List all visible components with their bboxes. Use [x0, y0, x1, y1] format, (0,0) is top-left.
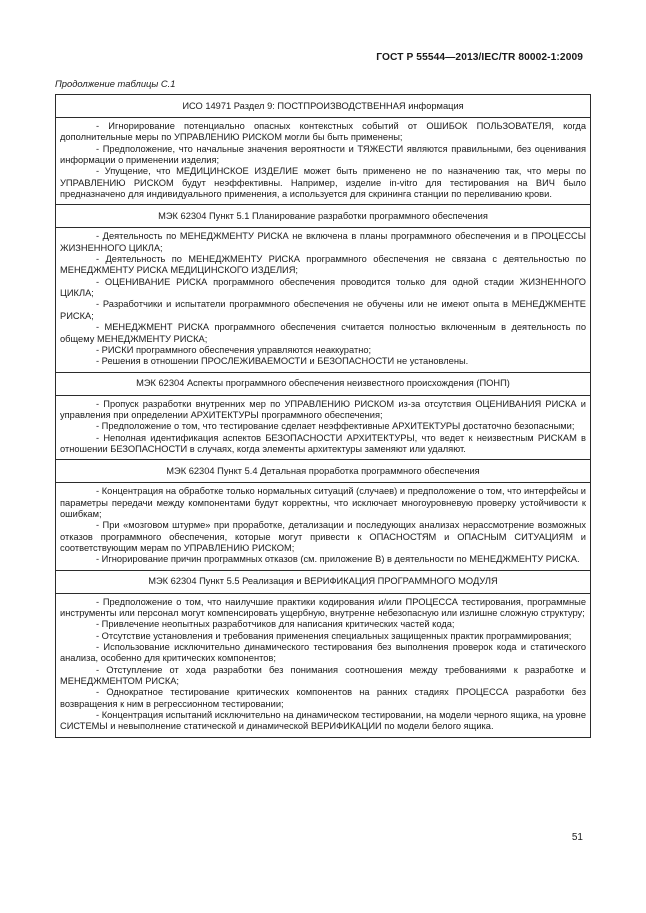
list-item: - Использование исключительно динамического тестирования без выполнения проверок кода и статического анализа, особенно для критических компонентов;: [60, 642, 586, 664]
list-item: - Разработчики и испытатели программного обеспечения не обучены или не имеют опыта в МЕНЕДЖМЕНТЕ РИСКА;: [60, 299, 586, 321]
list-item: - МЕНЕДЖМЕНТ РИСКА программного обеспечения считается полностью включенным в деятельность по общему МЕНЕДЖМЕНТУ РИСКА;: [60, 322, 586, 344]
requirements-table: [55, 94, 591, 738]
section-header-row: [56, 460, 591, 483]
section-body-row: [56, 228, 591, 372]
list-item: - Деятельность по МЕНЕДЖМЕНТУ РИСКА программного обеспечения не связана с деятельностью по МЕНЕДЖМЕНТУ РИСКА МЕДИЦИНСКОГО ИЗДЕЛИЯ;: [60, 254, 586, 276]
section-body: [56, 228, 591, 372]
list-item: - Игнорирование потенциально опасных контекстных событий от ОШИБОК ПОЛЬЗОВАТЕЛЯ, когда дополнительные меры по УПРАВЛЕНИЮ РИСКОМ могли бы быть применены;: [60, 121, 586, 143]
list-item: - Деятельность по МЕНЕДЖМЕНТУ РИСКА не включена в планы программного обеспечения и в ПРОЦЕССЫ ЖИЗНЕННОГО ЦИКЛА;: [60, 231, 586, 253]
list-item: - Предположение о том, что наилучшие практики кодирования и/или ПРОЦЕССА тестирования, программные инструменты или персонал могут компенсировать ущербную, внутренне небезопасную или излишне сложную структуру;: [60, 596, 586, 618]
section-body: [56, 118, 591, 205]
page-number: 51: [571, 832, 583, 843]
section-body: [56, 593, 591, 737]
list-item: - Привлечение неопытных разработчиков для написания критических частей кода;: [96, 619, 455, 630]
section-body: [56, 483, 591, 570]
section-title: МЭК 62304 Пункт 5.4 Детальная проработка программного обеспечения: [56, 460, 591, 483]
section-header-row: [56, 205, 591, 228]
list-item: - Концентрация на обработке только нормальных ситуаций (случаев) и предположение о том, что интерфейсы и параметры передачи между компонентами будут корректны, что исключает многоуровневую проверку устойчивости к ошибкам;: [60, 486, 586, 519]
list-item: - При «мозговом штурме» при проработке, детализации и последующих анализах нерассмотрение возможных отказов программного обеспечения, которые могут привести к ОПАСНОСТЯМ и ОПАСНЫМ СИТУАЦИЯМ и соответствующим мерам по УПРАВЛЕНИЮ РИСКОМ;: [60, 520, 586, 553]
section-body-row: [56, 483, 591, 570]
table-continuation-caption: Продолжение таблицы С.1: [55, 78, 176, 89]
section-title: ИСО 14971 Раздел 9: ПОСТПРОИЗВОДСТВЕННАЯ информация: [56, 95, 591, 118]
section-body-row: [56, 118, 591, 205]
list-item: - Неполная идентификация аспектов БЕЗОПАСНОСТИ АРХИТЕКТУРЫ, что ведет к неизвестным РИСКАМ в отношении БЕЗОПАСНОСТИ в случаях, когда элементы архитектуры заменяют или удаляют.: [60, 432, 586, 454]
list-item: - Отступление от хода разработки без понимания соотношения между требованиями к разработке и МЕНЕДЖМЕНТОМ РИСКА;: [60, 664, 586, 687]
list-item: - Упущение, что МЕДИЦИНСКОЕ ИЗДЕЛИЕ может быть применено не по назначению так, что меры по УПРАВЛЕНИЮ РИСКОМ будут неэффективны. Например, изделие in-vitro для тестирования на ВИЧ было предназначено для индивидуального применения, а используется для скрининга станции по переливанию крови.: [60, 166, 586, 200]
section-title: МЭК 62304 Пункт 5.1 Планирование разработки программного обеспечения: [56, 205, 591, 228]
section-header-row: [56, 372, 591, 395]
list-item: - ОЦЕНИВАНИЕ РИСКА программного обеспечения проводится только для одной стадии ЖИЗНЕННОГО ЦИКЛА;: [60, 276, 586, 299]
section-header-row: [56, 570, 591, 593]
section-title: МЭК 62304 Аспекты программного обеспечения неизвестного происхождения (ПОНП): [56, 372, 591, 395]
section-body-row: [56, 395, 591, 460]
list-item: - Игнорирование причин программных отказов (см. приложение В) в деятельности по МЕНЕДЖМЕНТУ РИСКА.: [96, 554, 580, 565]
document-header: ГОСТ Р 55544—2013/IEC/TR 80002-1:2009: [376, 52, 583, 63]
list-item: - Пропуск разработки внутренних мер по УПРАВЛЕНИЮ РИСКОМ из-за отсутствия ОЦЕНИВАНИЯ РИСКА и управления при определении АРХИТЕКТУРЫ программного обеспечения;: [60, 398, 586, 420]
list-item: - Предположение о том, что тестирование сделает неэффективные АРХИТЕКТУРЫ достаточно безопасными;: [96, 421, 575, 432]
list-item: - Отсутствие установления и требования применения специальных защищенных практик программирования;: [96, 630, 572, 641]
list-item: - Предположение, что начальные значения вероятности и ТЯЖЕСТИ являются правильными, без оценивания информации о применении изделия;: [60, 143, 586, 166]
section-title: МЭК 62304 Пункт 5.5 Реализация и ВЕРИФИКАЦИЯ ПРОГРАММНОГО МОДУЛЯ: [56, 570, 591, 593]
list-item: - РИСКИ программного обеспечения управляются неаккуратно;: [96, 344, 372, 355]
list-item: - Решения в отношении ПРОСЛЕЖИВАЕМОСТИ и БЕЗОПАСНОСТИ не установлены.: [96, 356, 469, 367]
section-body-row: [56, 593, 591, 737]
section-header-row: [56, 95, 591, 118]
list-item: - Однократное тестирование критических компонентов на ранних стадиях ПРОЦЕССА разработки без возвращения к ним в регрессионном тестировании;: [60, 687, 586, 709]
list-item: - Концентрация испытаний исключительно на динамическом тестировании, на модели черного ящика, на уровне СИСТЕМЫ и невыполнение статической и динамической ВЕРИФИКАЦИИ по модели белого ящика.: [60, 710, 586, 732]
section-body: [56, 395, 591, 460]
